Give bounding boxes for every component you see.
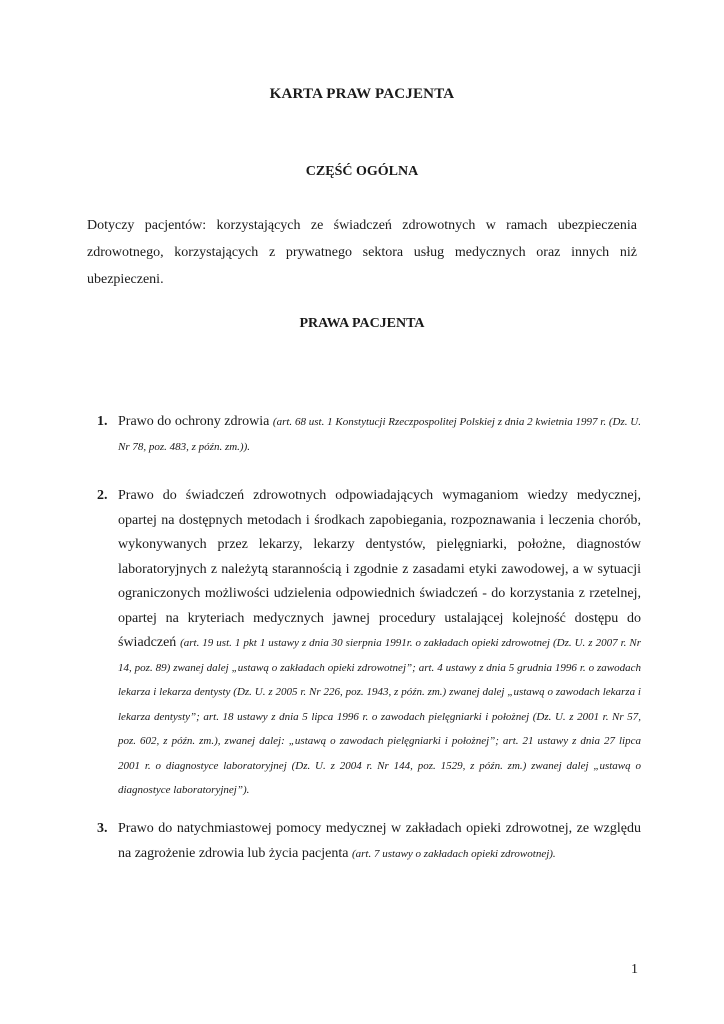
list-item <box>87 484 641 803</box>
item-number: 1. <box>97 414 108 429</box>
item-number: 3. <box>97 821 108 836</box>
item-citation: (art. 68 ust. 1 Konstytucji Rzeczpospolitej Polskiej z dnia 2 kwietnia 1997 r. (Dz. U. Nr 78, poz. 483, z późn. zm.)). <box>118 416 642 453</box>
item-text: Prawo do natychmiastowej pomocy medycznej w zakładach opieki zdrowotnej, ze względu na zagrożenie zdrowia lub życia pacjenta <box>118 821 641 861</box>
list-item <box>87 410 641 459</box>
item-text: Prawo do świadczeń zdrowotnych odpowiadających wymaganiom wiedzy medycznej, opartej na dostępnych metodach i środkach zapobiegania, rozpoznawania i leczenia chorób, wykonywanych przez lekarzy, lekarzy dentystów, pielęgniarki, położne, diagnostów laboratoryjnych z należytą starannością i zgodnie z zasadami etyki zawodowej, a w sytuacji ograniczonych możliwości udzielenia odpowiednich świadczeń - do korzystania z rzetelnej, opartej na kryteriach medycznych jawnej procedury ustalającej kolejność dostępu do świadczeń <box>118 488 641 650</box>
item-text: Prawo do ochrony zdrowia <box>118 414 273 429</box>
document-title: KARTA PRAW PACJENTA <box>269 86 455 102</box>
section-heading-general: CZĘŚĆ OGÓLNA <box>305 164 419 179</box>
item-body <box>118 484 641 803</box>
list-item <box>87 817 641 866</box>
item-citation: (art. 7 ustawy o zakładach opieki zdrowotnej). <box>351 847 556 860</box>
item-citation: (art. 19 ust. 1 pkt 1 ustawy z dnia 30 sierpnia 1991r. o zakładach opieki zdrowotnej (Dz. U. z 2007 r. Nr 14, poz. 89) zwanej dalej „ustawą o zakładach opieki zdrowotnej”; art. 4 ustawy z dnia 5 grudnia 1996 r. o zawodach lekarza i lekarza dentysty (Dz. U. z 2005 r. Nr 226, poz. 1943, z późn. zm.) zwanej dalej „ustawą o zawodach lekarza i lekarza dentysty”; art. 18 ustawy z dnia 5 lipca 1996 r. o zawodach pielęgniarki i położnej (Dz. U. z 2001 r. Nr 57, poz. 602, z późn. zm.), zwanej dalej: „ustawą o zawodach pielęgniarki i położnej”; art. 21 ustawy z dnia 27 lipca 2001 r. o diagnostyce laboratoryjnej (Dz. U. z 2004 r. Nr 144, poz. 1529, z późn. zm.) zwanej dalej „ustawą o diagnostyce laboratoryjnej”). <box>118 637 641 796</box>
section-heading-rights: PRAWA PACJENTA <box>299 316 425 331</box>
item-body <box>118 410 641 459</box>
item-body <box>118 817 641 866</box>
page-number: 1 <box>631 962 638 977</box>
intro-paragraph: Dotyczy pacjentów: korzystających ze świadczeń zdrowotnych w ramach ubezpieczenia zdrowotnego, korzystających z prywatnego sektora usług medycznych oraz innych niż ubezpieczeni. <box>87 218 637 287</box>
item-number: 2. <box>97 488 108 503</box>
